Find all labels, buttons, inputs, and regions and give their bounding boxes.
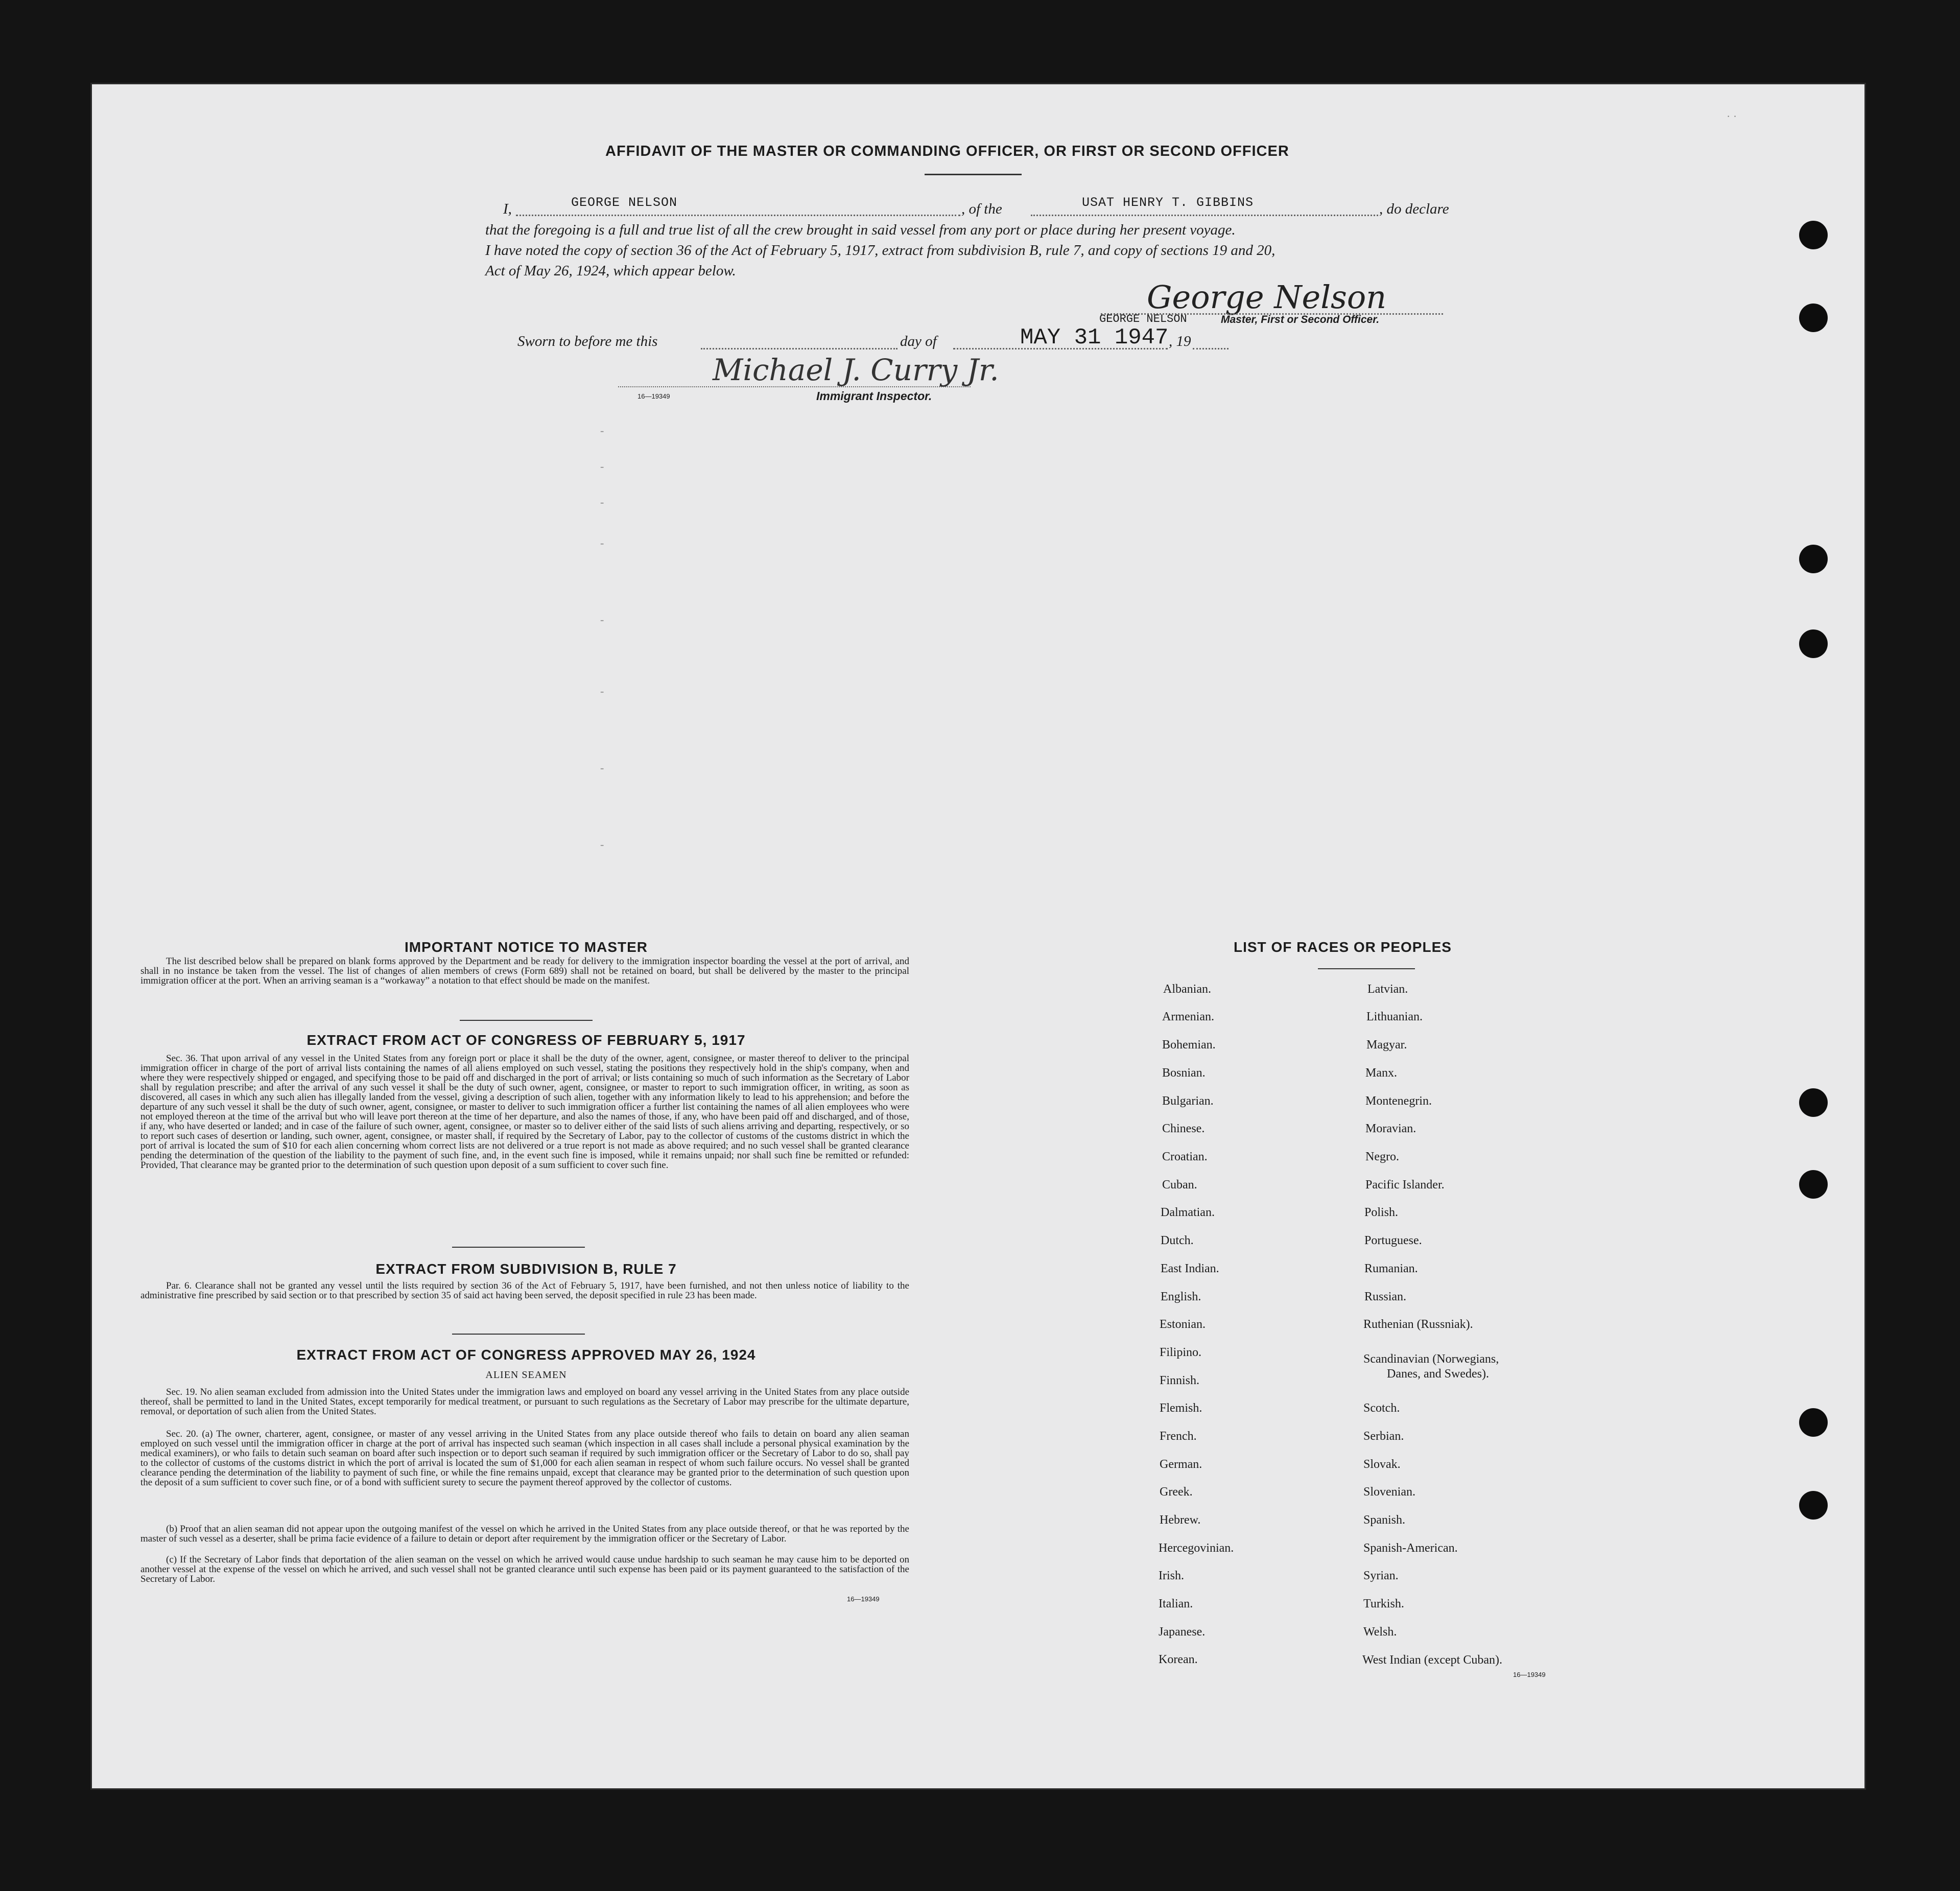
extract-1924-sec20a: Sec. 20. (a) The owner, charterer, agent, consignee, or master of any vessel arriving in the United States from any place outside thereof who fails to detain on board any alien seaman employed on such vessel until the immigration officer in charge at the port of arrival has inspected such seaman (which inspection in all cases shall include a personal physical examination by the medical examiners), or who fails to detain such seaman on board after such inspection or to deport such seaman if required by such immigration officer or the Secretary of Labor to do so, shall pay to the collector of customs of the customs district in which the port of arrival is located the sum of $1,000 for each alien seaman in respect of whom such failure occurs. No vessel shall be granted clearance pending the determination of the liability to payment of such fine, or while the fine remains unpaid, except that clearance may be granted prior to the determination of such question upon the deposit of a sum sufficient to cover such fine, or of a bond with sufficient surety to secure the payment thereof approved by the collector of customs.	[140, 1429, 909, 1488]
bleed-through-mark: · ·	[1727, 110, 1737, 123]
race-item: Spanish.	[1363, 1513, 1406, 1527]
race-item: German.	[1160, 1458, 1202, 1471]
extract-rule7-text: Par. 6. Clearance shall not be granted any vessel until the lists required by section 36 of the Act of February 5, 1917, have been furnished, and not then unless notice of liability to the administrative fine prescribed by said section or to that prescribed by section 35 of said act having been served, the deposit specified in rule 23 has been made.	[140, 1280, 909, 1301]
race-item: Serbian.	[1363, 1430, 1404, 1443]
race-item: Filipino.	[1160, 1346, 1202, 1359]
race-item: Pacific Islander.	[1365, 1178, 1445, 1192]
race-item: Slovak.	[1363, 1458, 1401, 1471]
statement-line-3: Act of May 26, 1924, which appear below.	[485, 263, 736, 279]
race-item: Latvian.	[1367, 983, 1408, 996]
races-title-divider	[1318, 968, 1415, 969]
race-item: Japanese.	[1159, 1625, 1206, 1639]
bleed-through-mark: -	[600, 685, 604, 697]
race-item: Italian.	[1159, 1597, 1193, 1610]
race-item: Cuban.	[1162, 1178, 1197, 1192]
race-item: Russian.	[1364, 1290, 1407, 1303]
race-item: Estonian.	[1160, 1318, 1206, 1331]
form-number-affidavit: 16—19349	[637, 392, 670, 400]
punch-hole	[1799, 545, 1828, 573]
sworn-label: Sworn to before me this	[517, 333, 658, 349]
race-item: Scandinavian (Norwegians,	[1363, 1352, 1499, 1366]
inspector-signature: Michael J. Curry Jr.	[713, 353, 999, 387]
section-divider	[452, 1247, 585, 1248]
extract-1917-text: Sec. 36. That upon arrival of any vessel in the United States from any foreign port or place it shall be the duty of the owner, agent, consignee, or master thereof to deliver to the principal immigration officer in charge of the port of arrival lists containing the names of all aliens employed on such vessel, stating the positions they respectively hold in the ship's company, when and where they were respectively shipped or engaged, and specifying those to be paid off and discharged in the port of arrival; or lists containing so much of such information as the Secretary of Labor shall by regulation prescribe; and after the arrival of any such vessel it shall be the duty of such owner, agent, consignee, or master to report to such immigration officer, in writing, as soon as discovered, all cases in which any such alien has illegally landed from the vessel, giving a description of such alien, together with any information likely to lead to his apprehension; and before the departure of any such vessel it shall be the duty of such owner, agent, consignee, or master to deliver to such immigration officer a further list containing the names of all alien employees who were not employed thereon at the time of the arrival but who will leave port thereon at the time of her departure, and also the names of those, if any, who have been paid off and discharged, and of those, if any, who have deserted or landed; and in case of the failure of such owner, agent, consignee, or master so to deliver either of the said lists of such aliens arriving and departing, respectively, or so to report such cases of desertion or landing, such owner, agent, consignee, or master shall, if required by the Secretary of Labor, pay to the collector of customs of the customs district in which the port of arrival is located the sum of $10 for each alien concerning whom correct lists are not delivered or a true report is not made as above required; and no such vessel shall be granted clearance pending the determination of the question of the liability to the payment of such fine, and, in the event such fine is imposed, while it remains unpaid; nor shall such fine be remitted or refunded: Provided, That clearance may be granted prior to the determination of such question upon deposit of a sum sufficient to cover such fine.	[140, 1053, 909, 1171]
section-divider	[460, 1020, 593, 1021]
signer-typed-name: GEORGE NELSON	[1099, 313, 1187, 325]
bleed-through-mark: -	[600, 613, 604, 626]
officer-name-line	[516, 215, 960, 216]
master-signature: George Nelson	[1147, 278, 1387, 316]
statement-line-2: I have noted the copy of section 36 of the Act of February 5, 1917, extract from subdivision B, rule 7, and copy of sections 19 and 20,	[485, 242, 1276, 259]
race-item: Armenian.	[1162, 1010, 1214, 1023]
race-item: Bosnian.	[1162, 1066, 1206, 1080]
race-item: Irish.	[1159, 1569, 1184, 1582]
date-stamp: MAY 31 1947	[1020, 325, 1169, 351]
i-label: I,	[503, 201, 512, 217]
extract-1917-title: EXTRACT FROM ACT OF CONGRESS OF FEBRUARY 5, 1917	[306, 1032, 746, 1048]
bleed-through-mark: -	[600, 424, 604, 437]
punch-hole	[1799, 1088, 1828, 1117]
title-divider	[925, 174, 1022, 175]
of-the-label: , of the	[961, 201, 1002, 217]
race-item: Croatian.	[1162, 1150, 1208, 1163]
race-item: English.	[1161, 1290, 1201, 1303]
extract-1924-sec19: Sec. 19. No alien seaman excluded from admission into the United States under the immigration laws and employed on board any vessel arriving in the United States from any place outside thereof, shall be permitted to land in the United States, except temporarily for medical treatment, or pursuant to such regulations as the Secretary of Labor may prescribe for the ultimate departure, removal, or deportation of such alien from the United States.	[140, 1387, 909, 1417]
punch-hole	[1799, 221, 1828, 249]
extract-1924-subtitle: ALIEN SEAMEN	[485, 1369, 567, 1381]
race-item: East Indian.	[1161, 1262, 1219, 1275]
section-divider	[452, 1334, 585, 1335]
year-suffix: , 19	[1169, 333, 1191, 349]
race-item: Manx.	[1365, 1066, 1397, 1080]
race-item: Dalmatian.	[1161, 1206, 1215, 1219]
punch-hole	[1799, 304, 1828, 332]
bleed-through-mark: -	[600, 761, 604, 774]
notice-text: The list described below shall be prepared on blank forms approved by the Department and be ready for delivery to the immigration inspector boarding the vessel at the port of arrival, and shall in no instance be taken from the vessel. The list of changes of alien members of crews (Form 689) shall not be retained on board, but shall be delivered by the master to the principal immigration officer at the port. When an arriving seaman is a “workaway” a notation to that effect should be made on the manifest.	[140, 956, 909, 986]
race-item: Albanian.	[1163, 983, 1211, 996]
race-item: Korean.	[1159, 1653, 1198, 1666]
race-item: Portuguese.	[1364, 1234, 1422, 1247]
extract-1924-sec20c: (c) If the Secretary of Labor finds that deportation of the alien seaman on the vessel on which he arrived would cause undue hardship to such seaman he may cause him to be deported on another vessel at the expense of the vessel on which he arrived, and such vessel shall not be granted clearance until such expense has been paid or its payment guaranteed to the satisfaction of the Secretary of Labor.	[140, 1554, 909, 1584]
race-item: Spanish-American.	[1363, 1542, 1458, 1555]
bleed-through-mark: -	[600, 496, 604, 508]
punch-hole	[1799, 1408, 1828, 1437]
punch-hole	[1799, 629, 1828, 658]
signer-title: Master, First or Second Officer.	[1221, 314, 1380, 325]
officer-name: GEORGE NELSON	[571, 195, 678, 210]
form-number-races: 16—19349	[1513, 1671, 1546, 1678]
race-item: Bulgarian.	[1162, 1094, 1214, 1108]
race-item: Greek.	[1160, 1485, 1193, 1499]
extract-1924-title: EXTRACT FROM ACT OF CONGRESS APPROVED MAY 26, 1924	[296, 1347, 756, 1363]
race-item: French.	[1160, 1430, 1197, 1443]
race-item: Moravian.	[1365, 1122, 1416, 1135]
sworn-year-line	[1193, 348, 1229, 349]
race-item: Hercegovinian.	[1159, 1542, 1234, 1555]
race-item: Danes, and Swedes).	[1387, 1367, 1489, 1381]
race-item: Lithuanian.	[1366, 1010, 1423, 1023]
sworn-day-line	[701, 348, 898, 349]
race-item: Chinese.	[1162, 1122, 1205, 1135]
race-item: Turkish.	[1363, 1597, 1404, 1610]
affidavit-title: AFFIDAVIT OF THE MASTER OR COMMANDING OFFICER, OR FIRST OR SECOND OFFICER	[605, 143, 1289, 159]
statement-line-1: that the foregoing is a full and true list of all the crew brought in said vessel from any port or place during her present voyage.	[485, 222, 1236, 238]
race-item: Scotch.	[1363, 1402, 1400, 1415]
race-item: Negro.	[1365, 1150, 1399, 1163]
race-item: Montenegrin.	[1365, 1094, 1432, 1108]
inspector-signature-line	[618, 386, 971, 387]
extract-rule7-title: EXTRACT FROM SUBDIVISION B, RULE 7	[375, 1261, 677, 1277]
race-item: Bohemian.	[1162, 1038, 1216, 1052]
bleed-through-mark: -	[600, 838, 604, 851]
race-item: Slovenian.	[1363, 1485, 1415, 1499]
form-number-extracts: 16—19349	[847, 1595, 880, 1603]
extract-1924-sec20b: (b) Proof that an alien seaman did not appear upon the outgoing manifest of the vessel on which he arrived in the United States from any place outside thereof, or that he was reported by the master of such vessel as a deserter, shall be prima facie evidence of a failure to detain or deport after requirement by the immigration officer or the Secretary of Labor.	[140, 1524, 909, 1544]
bleed-through-mark: -	[600, 536, 604, 549]
vessel-name-line	[1031, 215, 1378, 216]
race-item: Syrian.	[1363, 1569, 1399, 1582]
notice-title: IMPORTANT NOTICE TO MASTER	[404, 939, 648, 955]
inspector-label: Immigrant Inspector.	[816, 389, 932, 403]
race-item: Ruthenian (Russniak).	[1363, 1318, 1473, 1331]
bleed-through-mark: -	[600, 460, 604, 473]
race-item: Magyar.	[1366, 1038, 1407, 1052]
race-item: West Indian (except Cuban).	[1362, 1653, 1502, 1667]
race-item: Flemish.	[1160, 1402, 1202, 1415]
race-item: Welsh.	[1363, 1625, 1397, 1639]
races-title: LIST OF RACES OR PEOPLES	[1234, 939, 1452, 955]
race-item: Finnish.	[1160, 1374, 1200, 1387]
vessel-name: USAT HENRY T. GIBBINS	[1082, 195, 1254, 210]
race-item: Polish.	[1364, 1206, 1399, 1219]
race-item: Dutch.	[1161, 1234, 1194, 1247]
punch-hole	[1799, 1491, 1828, 1520]
day-of-label: day of	[900, 333, 937, 349]
race-item: Hebrew.	[1160, 1513, 1201, 1527]
do-declare-label: , do declare	[1379, 201, 1449, 217]
punch-hole	[1799, 1170, 1828, 1199]
race-item: Rumanian.	[1364, 1262, 1418, 1275]
